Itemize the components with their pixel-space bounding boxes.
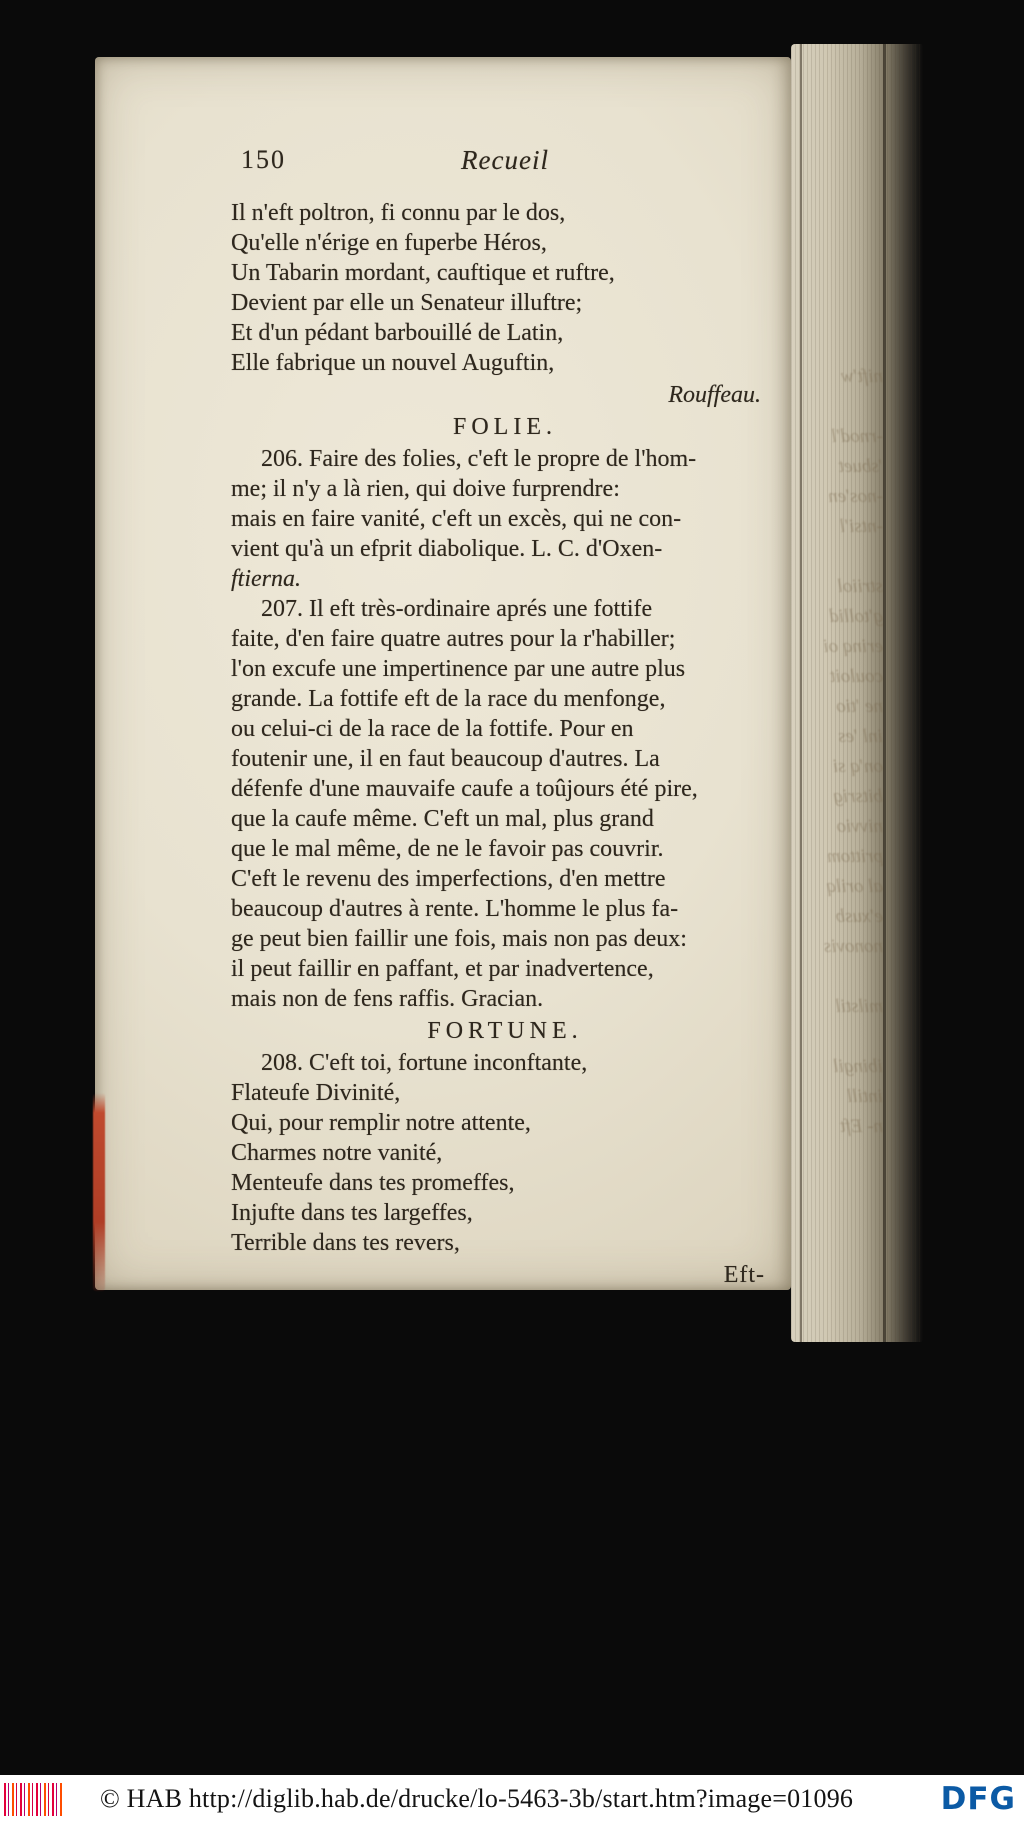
bleed-through-line: e'xusb: [835, 906, 883, 927]
text-line: défenfe d'une mauvaife caufe a toûjours été pire,: [231, 776, 698, 802]
text-line: C'eft le revenu des imperfections, d'en mettre: [231, 866, 666, 892]
section-title-fortune: FORTUNE.: [427, 1018, 583, 1044]
text-line: 208. C'eft toi, fortune inconftante,: [261, 1050, 588, 1076]
poem-line: Elle fabrique un nouvel Auguftin,: [231, 350, 555, 376]
bleed-through-line: g'tollid: [829, 606, 883, 627]
text-line: que le mal même, de ne le favoir pas couvrir.: [231, 836, 664, 862]
bleed-through-line: erinq oi: [823, 636, 883, 657]
bleed-through-line: prittom: [827, 846, 883, 867]
poem-attribution: Rouffeau.: [668, 382, 761, 408]
bleed-through-line: nift'w: [840, 366, 883, 387]
poem-line: Il n'eft poltron, fi connu par le dos,: [231, 200, 566, 226]
bleed-through-line: couloit: [830, 666, 883, 687]
bleed-through-line: al orilq: [826, 876, 883, 897]
text-line: Menteufe dans tes promeffes,: [231, 1170, 515, 1196]
text-line: l'on excufe une impertinence par une autre plus: [231, 656, 686, 682]
bleed-through-line: -rnod'l: [831, 426, 883, 447]
page-text-column: [231, 145, 779, 1290]
text-line: grande. La fottife eft de la race du menfonge,: [231, 686, 666, 712]
catchword: Eft-: [723, 1262, 765, 1288]
bleed-through-line: inl 'es: [838, 726, 883, 747]
bleed-through-line: -nos'en: [828, 486, 883, 507]
bleed-through-line: ibingil: [833, 1056, 883, 1077]
book-fore-edge: [791, 44, 923, 1342]
bleed-through-line: striiol: [837, 576, 883, 597]
page-header: [231, 145, 779, 176]
color-barcode-icon: [4, 1783, 62, 1816]
bleed-through-line: nivvio: [836, 816, 883, 837]
text-line: Charmes notre vanité,: [231, 1140, 443, 1166]
text-line: beaucoup d'autres à rente. L'homme le plus fa-: [231, 896, 679, 922]
page-number: 150: [241, 145, 286, 174]
poem-line: Qu'elle n'érige en fuperbe Héros,: [231, 230, 547, 256]
bleed-through-line: [797, 542, 883, 572]
paragraph-206: [231, 444, 779, 594]
text-line: ou celui-ci de la race de la fottife. Pour en: [231, 716, 634, 742]
text-line: Qui, pour remplir notre attente,: [231, 1110, 531, 1136]
footer-bar: [0, 1775, 1024, 1823]
bleed-through-text: [797, 362, 883, 1142]
text-line: il peut faillir en paffant, et par inadvertence,: [231, 956, 654, 982]
text-line: 206. Faire des folies, c'eft le propre de l'hom-: [261, 446, 697, 472]
bleed-through-line: ne 'tio: [836, 696, 883, 717]
red-deckle-edge: [93, 1093, 105, 1291]
bleed-through-line: [797, 392, 883, 422]
bleed-through-line: intill: [847, 1086, 883, 1107]
text-line: Injufte dans tes largeffes,: [231, 1200, 473, 1226]
text-line: ge peut bien faillir une fois, mais non pas deux:: [231, 926, 687, 952]
copyright-text: © HAB http://diglib.hab.de/drucke/lo-5463-3b/start.htm?image=01096: [100, 1784, 854, 1813]
text-line: 207. Il eft très-ordinaire aprés une fottife: [261, 596, 653, 622]
paragraph-207: [231, 594, 779, 1014]
bleed-through-line: milstil: [835, 996, 883, 1017]
bleed-through-line: 'sbuet: [838, 456, 883, 477]
text-line: Terrible dans tes revers,: [231, 1230, 460, 1256]
poem-rousseau: [231, 198, 779, 378]
bleed-through-line: nonovis: [823, 936, 883, 957]
text-line: me; il n'y a là rien, qui doive furprendre:: [231, 476, 620, 502]
text-line: Flateufe Divinité,: [231, 1080, 401, 1106]
poem-line: Et d'un pédant barbouillé de Latin,: [231, 320, 564, 346]
text-line: que la caufe même. C'eft un mal, plus grand: [231, 806, 654, 832]
bleed-through-line: -ntsi'l: [839, 516, 883, 537]
text-line: vient qu'à un efprit diabolique. L. C. d'Oxen-: [231, 536, 663, 562]
text-line: mais en faire vanité, c'eft un excès, qui ne con-: [231, 506, 682, 532]
section-title-folie: FOLIE.: [453, 414, 557, 440]
dfg-logo: DFG: [940, 1781, 1016, 1817]
poem-line: Un Tabarin mordant, cauftique et ruftre,: [231, 260, 615, 286]
poem-line: Devient par elle un Senateur illuftre;: [231, 290, 583, 316]
paragraph-208: [231, 1048, 779, 1258]
text-line: mais non de fens raffis. Gracian.: [231, 986, 544, 1012]
book-page: [95, 57, 791, 1290]
bleed-through-line: on'q si: [833, 756, 883, 777]
bleed-through-line: n- Eft: [840, 1116, 883, 1137]
bleed-through-line: bitsrig: [833, 786, 883, 807]
text-line: foutenir une, il en faut beaucoup d'autres. La: [231, 746, 660, 772]
bleed-through-line: [797, 1022, 883, 1052]
text-line: ftierna.: [231, 566, 301, 592]
bleed-through-line: [797, 962, 883, 992]
running-title: Recueil: [461, 145, 549, 175]
text-line: faite, d'en faire quatre autres pour la r'habiller;: [231, 626, 676, 652]
